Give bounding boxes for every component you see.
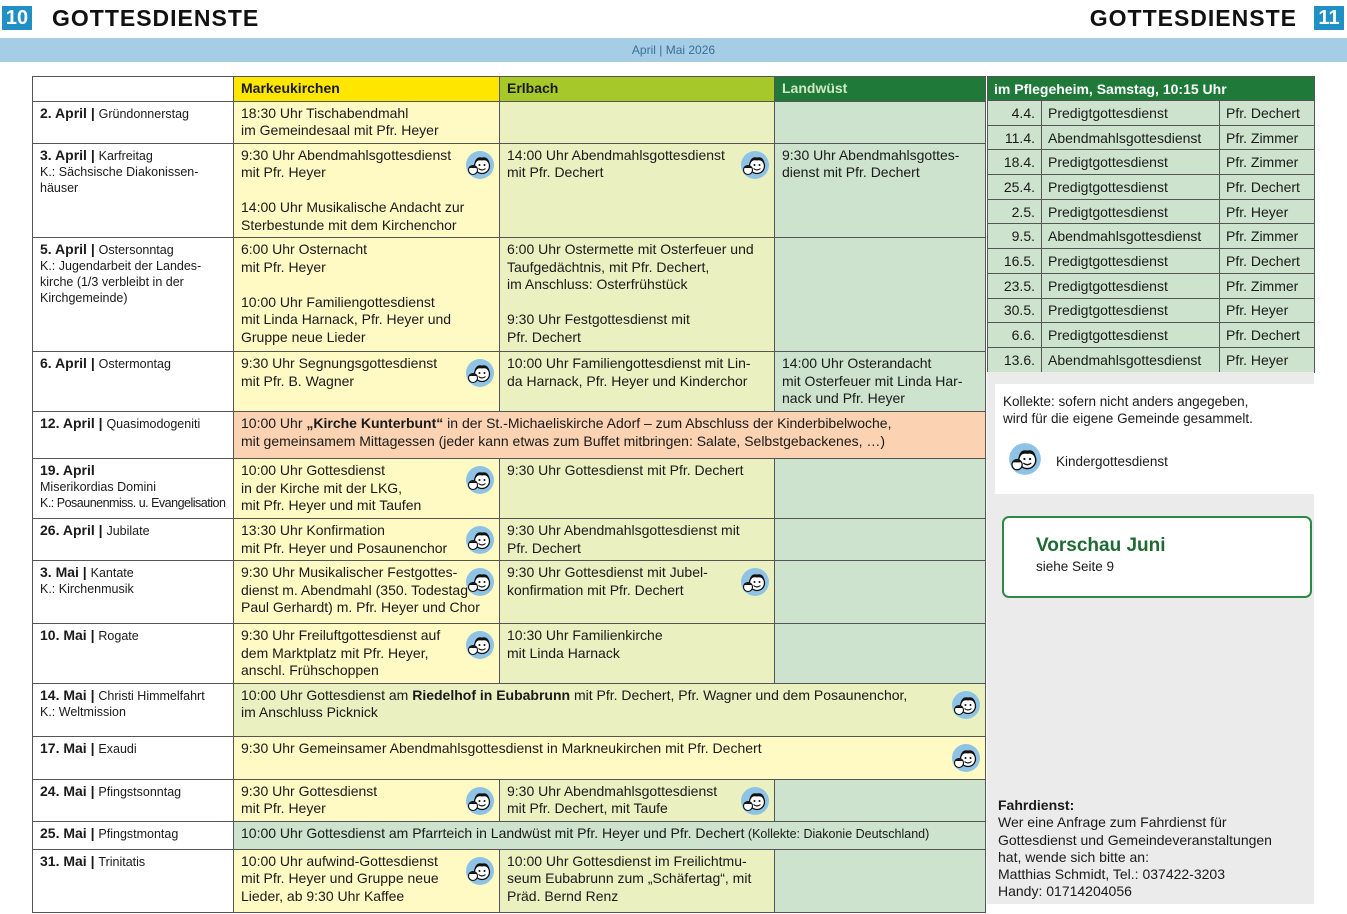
fahrdienst-title: Fahrdienst: <box>998 797 1075 813</box>
pflegeheim-service: Predigtgottesdienst <box>1042 150 1220 175</box>
pflegeheim-service: Predigtgottesdienst <box>1042 199 1220 224</box>
vorschau-title: Vorschau Juni <box>1036 535 1166 556</box>
day-note: K.: Weltmission <box>40 704 126 719</box>
service-text: 9:30 Uhr Gemeinsamer Abendmahlsgottesdienst in Markneukirchen mit Pfr. Dechert <box>241 739 762 756</box>
markneukirchen-line: anschl. Frühschoppen <box>241 662 379 678</box>
day-heading <box>40 522 227 539</box>
schedule-row <box>33 238 986 352</box>
kindergottesdienst-icon <box>1008 442 1042 476</box>
schedule-row <box>33 683 986 736</box>
fahrdienst-line: Matthias Schmidt, Tel.: 037422-3203 <box>998 866 1225 883</box>
pflegeheim-pastor: Pfr. Heyer <box>1220 199 1315 224</box>
markneukirchen-line: 13:30 Uhr Konfirmation <box>241 522 385 538</box>
markneukirchen-line: Paul Gerhardt) m. Pfr. Heyer und Chor <box>241 599 480 615</box>
service-text: mit Pfr. Dechert, Pfr. Wagner und dem Posaunenchor, <box>570 686 908 703</box>
day-date: 12. April <box>40 415 95 431</box>
fahrdienst-line: Gottesdienst und Gemeindeveranstaltungen <box>998 831 1272 848</box>
day-cell <box>33 736 234 779</box>
day-note: K.: Jugendarbeit der Landes- <box>40 259 202 273</box>
schedule-row <box>33 101 986 143</box>
day-note: K.: Kirchenmusik <box>40 582 134 596</box>
day-cell <box>33 238 234 352</box>
day-separator: | <box>94 522 107 538</box>
pflegeheim-row <box>988 298 1315 323</box>
day-cell <box>33 519 234 561</box>
pflegeheim-date: 16.5. <box>988 249 1042 274</box>
markneukirchen-line: in der Kirche mit der LKG, <box>241 479 403 496</box>
kindergottesdienst-icon <box>465 567 495 597</box>
spacer <box>507 294 768 312</box>
day-separator: | <box>94 415 107 431</box>
day-name: Rogate <box>98 629 139 643</box>
day-separator: | <box>86 627 99 643</box>
day-cell <box>33 683 234 736</box>
day-cell <box>33 561 234 624</box>
erlbach-line: Präd. Bernd Renz <box>507 887 619 904</box>
markneukirchen-line: 10:00 Uhr Familiengottesdienst <box>241 293 435 310</box>
erlbach-line: 10:00 Uhr Familiengottesdienst mit Lin- <box>507 355 751 371</box>
pflegeheim-pastor: Pfr. Dechert <box>1220 101 1315 126</box>
day-cell <box>33 779 234 821</box>
pflegeheim-date: 30.5. <box>988 298 1042 323</box>
pflegeheim-service: Abendmahlsgottesdienst <box>1042 125 1220 150</box>
service-text: 10:00 Uhr Gottesdienst am <box>241 686 413 703</box>
markneukirchen-line: 10:00 Uhr Gottesdienst <box>241 462 385 478</box>
markneukirchen-cell <box>234 624 500 684</box>
schedule-row <box>33 736 986 779</box>
landwuest-cell <box>775 143 986 238</box>
day-heading <box>40 241 227 258</box>
day-date: 14. Mai <box>40 686 87 703</box>
kindergottesdienst-icon <box>465 856 495 886</box>
day-heading <box>40 105 227 122</box>
combined-service-line <box>241 740 979 758</box>
pflegeheim-pastor: Pfr. Dechert <box>1220 175 1315 200</box>
day-name: Quasimodogeniti <box>106 417 201 431</box>
markneukirchen-line: Lieder, ab 9:30 Uhr Kaffee <box>241 887 405 904</box>
markneukirchen-cell <box>234 352 500 412</box>
vorschau-subtitle: siehe Seite 9 <box>1036 559 1115 574</box>
markneukirchen-line: dem Marktplatz mit Pfr. Heyer, <box>241 644 429 661</box>
day-date: 2. April <box>40 104 87 121</box>
markneukirchen-line: mit Pfr. Heyer und Posaunenchor <box>241 539 448 556</box>
combined-service-line <box>241 415 979 433</box>
kollekte-line-2: wird für die eigene Gemeinde gesammelt. <box>1003 411 1253 426</box>
day-date: 25. Mai <box>40 824 87 841</box>
day-date: 6. April <box>40 355 87 371</box>
erlbach-line: 9:30 Uhr Gottesdienst mit Pfr. Dechert <box>507 462 744 478</box>
kindergottesdienst-icon <box>465 525 495 555</box>
kollekte-box <box>995 384 1314 494</box>
erlbach-line: mit Pfr. Dechert <box>507 164 604 180</box>
landwuest-cell <box>775 459 986 519</box>
day-name: Exaudi <box>98 741 137 756</box>
erlbach-line: 9:30 Uhr Festgottesdienst mit <box>507 311 690 327</box>
markneukirchen-cell <box>234 459 500 519</box>
pflegeheim-pastor: Pfr. Dechert <box>1220 323 1315 348</box>
kindergottesdienst-icon <box>465 465 495 495</box>
spacer <box>241 276 493 294</box>
pflegeheim-service: Predigtgottesdienst <box>1042 323 1220 348</box>
day-name: Ostermontag <box>98 357 171 371</box>
schedule-row <box>33 412 986 459</box>
day-date: 5. April <box>40 241 87 257</box>
fahrdienst-line: Handy: 01714204056 <box>998 883 1132 900</box>
markneukirchen-cell <box>234 143 500 238</box>
combined-service-line: im Anschluss Picknick <box>241 704 378 720</box>
landwuest-line: 9:30 Uhr Abendmahlsgottes- <box>782 146 960 163</box>
day-separator: | <box>86 782 99 799</box>
pflegeheim-date: 4.4. <box>988 101 1042 126</box>
pflegeheim-pastor: Pfr. Dechert <box>1220 249 1315 274</box>
landwuest-cell <box>775 519 986 561</box>
combined-service-line <box>241 687 979 705</box>
combined-service-line: mit gemeinsamem Mittagessen (jeder kann etwas zum Buffet mitbringen: Salate, Selbstgebackenes, …) <box>241 432 886 449</box>
erlbach-cell <box>500 849 775 912</box>
day-date: 3. Mai <box>40 564 79 580</box>
markneukirchen-line: 10:00 Uhr aufwind-Gottesdienst <box>241 852 438 869</box>
kindergottesdienst-icon <box>951 690 981 720</box>
day-cell <box>33 849 234 912</box>
combined-service-cell <box>234 412 986 459</box>
combined-service-cell <box>234 821 986 849</box>
fahrdienst-line: hat, wende sich bitte an: <box>998 848 1149 865</box>
combined-service-cell <box>234 736 986 779</box>
erlbach-line: da Harnack, Pfr. Heyer und Kinderchor <box>507 372 748 389</box>
day-heading <box>40 147 227 164</box>
pflegeheim-row <box>988 125 1315 150</box>
pflegeheim-service: Predigtgottesdienst <box>1042 175 1220 200</box>
vorschau-box <box>1002 516 1312 598</box>
markneukirchen-line: Gruppe neue Lieder <box>241 328 366 345</box>
service-text: 10:00 Uhr <box>241 415 307 431</box>
erlbach-cell <box>500 101 775 143</box>
markneukirchen-line: 6:00 Uhr Osternacht <box>241 241 368 257</box>
pflegeheim-date: 25.4. <box>988 175 1042 200</box>
kollekte-note: (Kollekte: Diakonie Deutschland) <box>744 826 930 841</box>
schedule-row <box>33 779 986 821</box>
combined-service-line <box>241 825 979 844</box>
day-cell <box>33 821 234 849</box>
erlbach-line: seum Eubabrunn zum „Schäfertag“, mit <box>507 870 752 886</box>
erlbach-line: Pfr. Dechert <box>507 539 581 556</box>
erlbach-cell <box>500 143 775 238</box>
pflegeheim-date: 6.6. <box>988 323 1042 348</box>
kindergottesdienst-icon <box>740 150 770 180</box>
day-note: Kirchgemeinde) <box>40 291 128 305</box>
markneukirchen-line: 9:30 Uhr Musikalischer Festgottes- <box>241 564 458 580</box>
day-name: Jubilate <box>106 524 150 538</box>
pflegeheim-service: Predigtgottesdienst <box>1042 249 1220 274</box>
column-erlbach: Erlbach <box>500 77 775 102</box>
erlbach-cell <box>500 624 775 684</box>
day-heading <box>40 853 227 870</box>
day-date: 10. Mai <box>40 627 87 643</box>
day-separator: | <box>86 146 99 163</box>
pflegeheim-row <box>988 249 1315 274</box>
pflegeheim-date: 11.4. <box>988 125 1042 150</box>
markneukirchen-line: im Gemeindesaal mit Pfr. Heyer <box>241 122 439 138</box>
markneukirchen-line: Sterbestunde mit dem Kirchenchor <box>241 216 457 233</box>
landwuest-cell <box>775 849 986 912</box>
markneukirchen-cell <box>234 779 500 821</box>
day-cell <box>33 624 234 684</box>
pflegeheim-service: Predigtgottesdienst <box>1042 298 1220 323</box>
pflegeheim-title: im Pflegeheim, Samstag, 10:15 Uhr <box>988 77 1315 101</box>
erlbach-cell <box>500 352 775 412</box>
day-heading <box>40 355 227 372</box>
pflegeheim-date: 18.4. <box>988 150 1042 175</box>
landwuest-cell <box>775 561 986 624</box>
day-heading <box>40 687 227 704</box>
markneukirchen-line: 9:30 Uhr Freiluftgottesdienst auf <box>241 627 441 643</box>
day-date: 17. Mai <box>40 739 87 756</box>
day-name: Pfingstsonntag <box>98 784 182 799</box>
erlbach-cell <box>500 779 775 821</box>
day-date: 31. Mai <box>40 852 87 869</box>
pflegeheim-date: 23.5. <box>988 273 1042 298</box>
landwuest-cell <box>775 352 986 412</box>
service-text: in der St.-Michaeliskirche Adorf – zum Abschluss der Kinderbibelwoche, <box>443 415 892 431</box>
day-separator: | <box>86 241 99 257</box>
erlbach-cell <box>500 459 775 519</box>
day-note: K.: Posaunenmiss. u. Evangelisation <box>40 496 226 510</box>
day-cell <box>33 459 234 519</box>
pflegeheim-row <box>988 175 1315 200</box>
day-date: 3. April <box>40 146 87 163</box>
pflegeheim-service: Predigtgottesdienst <box>1042 273 1220 298</box>
pflegeheim-row <box>988 150 1315 175</box>
erlbach-line: mit Linda Harnack <box>507 644 620 661</box>
day-separator: | <box>86 739 99 756</box>
schedule-table <box>32 76 986 913</box>
day-date: 24. Mai <box>40 782 87 799</box>
erlbach-line: 10:00 Uhr Gottesdienst im Freilichtmu- <box>507 852 747 869</box>
kollekte-line-1: Kollekte: sofern nicht anders angegeben, <box>1003 394 1249 409</box>
kindergottesdienst-legend: Kindergottesdienst <box>1056 454 1168 469</box>
day-separator: | <box>78 564 91 580</box>
landwuest-cell <box>775 779 986 821</box>
pflegeheim-row <box>988 101 1315 126</box>
left-page-number: 10 <box>2 6 32 30</box>
markneukirchen-line: 9:30 Uhr Segnungsgottesdienst <box>241 355 438 371</box>
markneukirchen-line: 9:30 Uhr Gottesdienst <box>241 782 378 799</box>
pflegeheim-row <box>988 323 1315 348</box>
schedule-row <box>33 561 986 624</box>
day-note: kirche (1/3 verbleibt in der <box>40 275 184 289</box>
day-separator: | <box>86 824 99 841</box>
day-cell <box>33 412 234 459</box>
landwuest-cell <box>775 624 986 684</box>
combined-service-cell <box>234 683 986 736</box>
markneukirchen-line: dienst m. Abendmahl (350. Todestag <box>241 581 469 598</box>
pflegeheim-pastor: Pfr. Zimmer <box>1220 125 1315 150</box>
day-cell <box>33 143 234 238</box>
markneukirchen-cell <box>234 561 500 624</box>
landwuest-cell <box>775 238 986 352</box>
schedule-row <box>33 143 986 238</box>
markneukirchen-cell <box>234 238 500 352</box>
markneukirchen-cell <box>234 849 500 912</box>
right-page-number: 11 <box>1314 6 1344 30</box>
day-name: Pfingstmontag <box>98 826 179 841</box>
day-note: häuser <box>40 180 79 195</box>
day-heading <box>40 564 227 581</box>
day-name: Christi Himmelfahrt <box>98 688 205 703</box>
day-note: K.: Sächsische Diakonissen- <box>40 164 199 179</box>
erlbach-line: konfirmation mit Pfr. Dechert <box>507 581 684 598</box>
markneukirchen-cell <box>234 101 500 143</box>
pflegeheim-pastor: Pfr. Zimmer <box>1220 273 1315 298</box>
pflegeheim-pastor: Pfr. Heyer <box>1220 298 1315 323</box>
pflegeheim-row <box>988 273 1315 298</box>
kindergottesdienst-icon <box>465 630 495 660</box>
day-cell <box>33 101 234 143</box>
kindergottesdienst-icon <box>465 150 495 180</box>
kindergottesdienst-icon <box>740 786 770 816</box>
markneukirchen-line: 14:00 Uhr Musikalische Andacht zur <box>241 199 465 215</box>
pflegeheim-row <box>988 199 1315 224</box>
markneukirchen-line: 18:30 Uhr Tischabendmahl <box>241 104 409 121</box>
markneukirchen-line: mit Pfr. B. Wagner <box>241 372 355 389</box>
schedule-row <box>33 624 986 684</box>
pflegeheim-date: 2.5. <box>988 199 1042 224</box>
markneukirchen-line: mit Pfr. Heyer <box>241 258 326 275</box>
erlbach-line: 9:30 Uhr Abendmahlsgottesdienst <box>507 782 718 799</box>
day-heading <box>40 462 227 479</box>
day-heading <box>40 740 227 757</box>
schedule-row <box>33 519 986 561</box>
column-markneukirchen: Markeukirchen <box>234 77 500 102</box>
schedule-row <box>33 352 986 412</box>
fahrdienst-box <box>998 797 1308 901</box>
pflegeheim-row <box>988 347 1315 372</box>
day-name: Kantate <box>90 566 134 580</box>
fahrdienst-line: Wer eine Anfrage zum Fahrdienst für <box>998 814 1227 831</box>
day-heading <box>40 783 227 800</box>
kindergottesdienst-icon <box>465 786 495 816</box>
erlbach-cell <box>500 238 775 352</box>
landwuest-line: dienst mit Pfr. Dechert <box>782 164 920 180</box>
landwuest-cell <box>775 101 986 143</box>
pflegeheim-date: 9.5. <box>988 224 1042 249</box>
erlbach-line: Pfr. Dechert <box>507 328 581 345</box>
erlbach-line: mit Pfr. Dechert, mit Taufe <box>507 800 668 816</box>
day-separator: | <box>86 355 99 371</box>
date-band: April | Mai 2026 <box>0 38 1347 62</box>
service-highlight: „Kirche Kunterbunt“ <box>306 415 444 431</box>
schedule-row <box>33 459 986 519</box>
day-date: 26. April <box>40 522 95 538</box>
day-heading <box>40 825 227 842</box>
markneukirchen-line: mit Pfr. Heyer <box>241 800 326 816</box>
landwuest-line: nack und Pfr. Heyer <box>782 390 905 406</box>
pflegeheim-table <box>987 76 1315 373</box>
erlbach-line: 9:30 Uhr Gottesdienst mit Jubel- <box>507 564 708 580</box>
schedule-row <box>33 821 986 849</box>
day-heading <box>40 415 227 432</box>
kindergottesdienst-icon <box>465 358 495 388</box>
pflegeheim-pastor: Pfr. Heyer <box>1220 347 1315 372</box>
kindergottesdienst-icon <box>740 567 770 597</box>
left-page-title: GOTTESDIENSTE <box>52 5 260 31</box>
erlbach-cell <box>500 561 775 624</box>
pflegeheim-pastor: Pfr. Zimmer <box>1220 150 1315 175</box>
day-separator: | <box>86 852 99 869</box>
erlbach-line: Taufgedächtnis, mit Pfr. Dechert, <box>507 258 710 275</box>
pflegeheim-row <box>988 224 1315 249</box>
erlbach-line: 9:30 Uhr Abendmahlsgottesdienst mit <box>507 522 740 538</box>
markneukirchen-line: 9:30 Uhr Abendmahlsgottesdienst <box>241 146 452 163</box>
day-heading <box>40 627 227 644</box>
day-name: Trinitatis <box>98 854 146 869</box>
day-note: Miserikordias Domini <box>40 480 156 494</box>
erlbach-cell <box>500 519 775 561</box>
pflegeheim-date: 13.6. <box>988 347 1042 372</box>
service-highlight: Riedelhof in Eubabrunn <box>412 686 571 703</box>
erlbach-line: 14:00 Uhr Abendmahlsgottesdienst <box>507 146 725 163</box>
day-date: 19. April <box>40 462 95 478</box>
header-empty-cell <box>33 77 234 102</box>
day-name: Ostersonntag <box>98 243 174 257</box>
day-name: Karfreitag <box>98 148 153 163</box>
markneukirchen-cell <box>234 519 500 561</box>
markneukirchen-line: mit Pfr. Heyer <box>241 164 326 180</box>
pflegeheim-pastor: Pfr. Zimmer <box>1220 224 1315 249</box>
day-name: Gründonnerstag <box>98 106 189 121</box>
erlbach-line: im Anschluss: Osterfrühstück <box>507 276 688 292</box>
pflegeheim-service: Predigtgottesdienst <box>1042 101 1220 126</box>
pflegeheim-service: Abendmahlsgottesdienst <box>1042 224 1220 249</box>
day-separator: | <box>86 104 99 121</box>
pflegeheim-service: Abendmahlsgottesdienst <box>1042 347 1220 372</box>
day-cell <box>33 352 234 412</box>
erlbach-line: 10:30 Uhr Familienkirche <box>507 627 663 643</box>
spacer <box>241 182 493 200</box>
schedule-header-row <box>33 77 986 102</box>
right-page-title: GOTTESDIENSTE <box>1089 5 1297 31</box>
column-landwuest: Landwüst <box>775 77 986 102</box>
markneukirchen-line: mit Pfr. Heyer und Gruppe neue <box>241 870 439 886</box>
markneukirchen-line: mit Linda Harnack, Pfr. Heyer und <box>241 311 452 327</box>
day-separator: | <box>86 686 99 703</box>
kindergottesdienst-icon <box>951 743 981 773</box>
markneukirchen-line: mit Pfr. Heyer und mit Taufen <box>241 497 422 513</box>
service-text: 10:00 Uhr Gottesdienst am Pfarrteich in Landwüst mit Pfr. Heyer und Pfr. Dechert <box>241 824 745 841</box>
schedule-row <box>33 849 986 912</box>
landwuest-line: mit Osterfeuer mit Linda Har- <box>782 372 963 389</box>
landwuest-line: 14:00 Uhr Osterandacht <box>782 355 932 371</box>
erlbach-line: 6:00 Uhr Ostermette mit Osterfeuer und <box>507 241 754 257</box>
